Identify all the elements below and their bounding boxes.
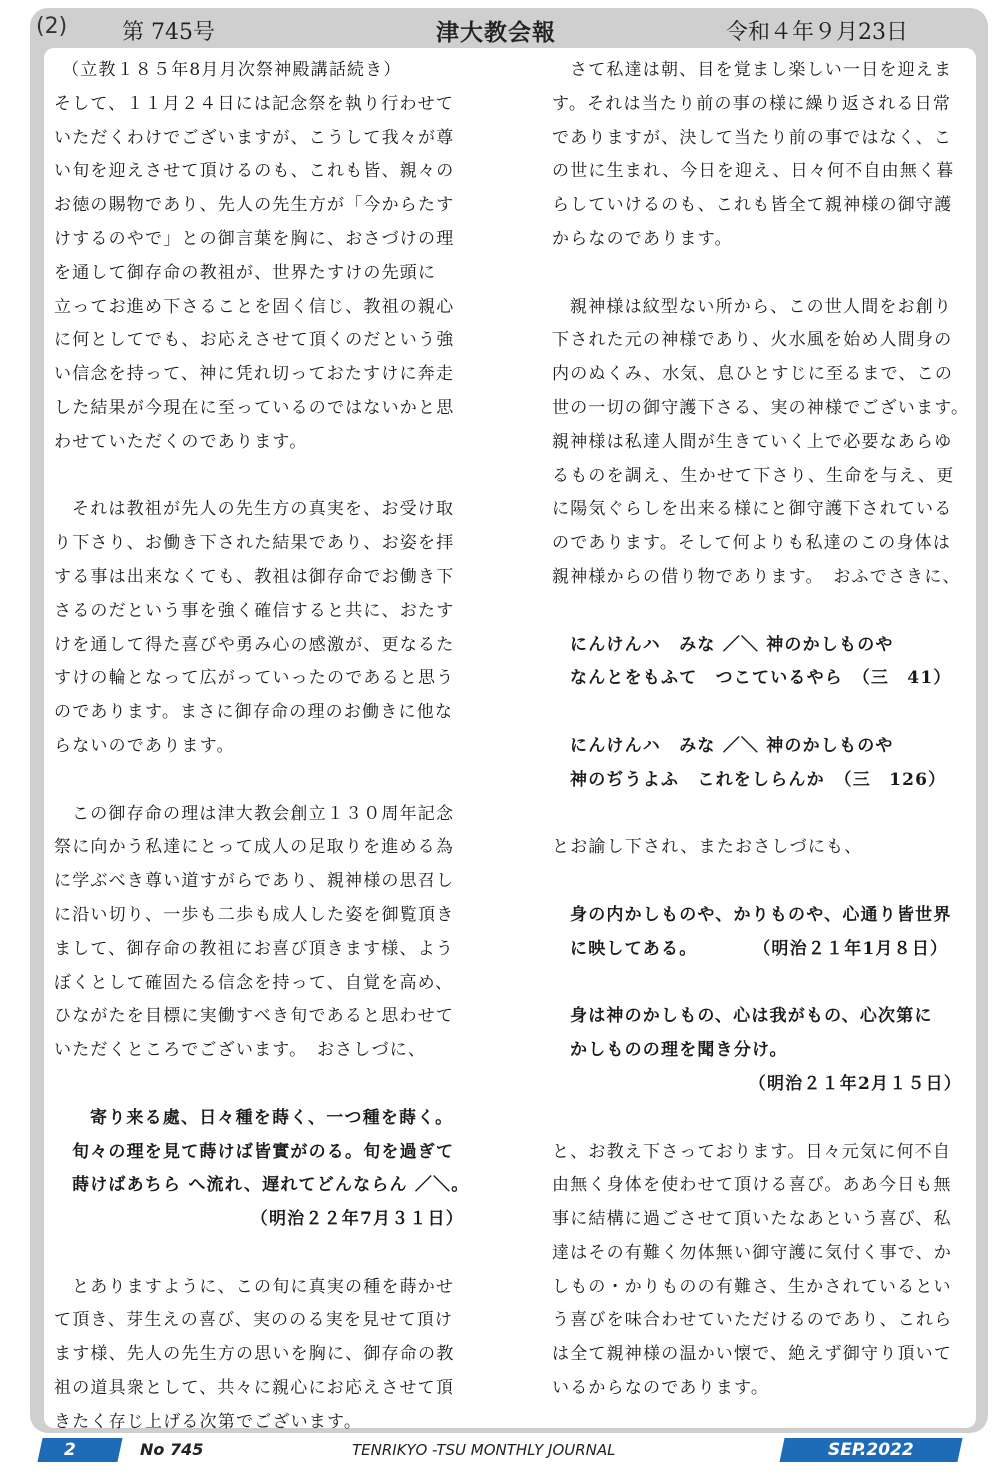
footer-journal-name: TENRIKYO -TSU MONTHLY JOURNAL — [352, 1441, 616, 1459]
text-line: いただくわけでございますが、こうして我々が尊 — [54, 127, 455, 148]
text-line: でありますが、決して当たり前の事ではなく、こ — [552, 127, 953, 148]
osashizu-verse: かしものの理を聞き分け。 — [570, 1040, 788, 1061]
text-line: ぼくとして確固たる信念を持って、自覚を高め、 — [54, 972, 454, 993]
footer-page-number: 2 — [37, 1438, 122, 1462]
issue-date: 令和４年９月23日 — [726, 20, 908, 45]
ofudesaki-verse: にんけんハ みな ／＼ 神のかしものや — [570, 735, 894, 756]
text-line: 事に結構に過ごさせて頂いたなあという喜び、私 — [552, 1209, 952, 1230]
osashizu-citation: （明治２１年2月１５日） — [748, 1073, 962, 1094]
text-line: のであります。まさに御存命の理のお働きに他な — [54, 702, 454, 723]
text-line: を通して御存命の教祖が、世界たすけの先頭に — [54, 262, 437, 283]
ofudesaki-verse: 神のぢうよふ これをしらんか （三 126） — [570, 769, 947, 790]
text-line: に陽気ぐらしを出来る様にと御守護下されている — [552, 499, 953, 520]
osashizu-verse: 旬々の理を見て蒔けば皆實がのる。旬を過ぎて — [72, 1141, 455, 1162]
footer-issue-number: No 745 — [140, 1440, 204, 1459]
text-line: て頂き、芽生えの喜び、実ののる実を見せて頂け — [54, 1310, 454, 1331]
text-line: した結果が今現在に至っているのではないかと思 — [54, 397, 455, 418]
text-line: まして、御存命の教祖にお喜び頂きます様、よう — [54, 938, 455, 959]
text-line: らないのであります。 — [54, 735, 235, 756]
text-line: お徳の賜物であり、先人の先生方が「今からたす — [54, 195, 455, 216]
text-line: 祖の道具衆として、共々に親心にお応えさせて頂 — [54, 1378, 455, 1399]
text-line: う喜びを味合わせていただけるのであり、これら — [552, 1310, 953, 1331]
text-line: 親神様は私達人間が生きていく上で必要なあらゆ — [552, 431, 953, 452]
text-line: それは教祖が先人の先生方の真実を、お受け取 — [72, 499, 455, 520]
footer — [40, 1436, 990, 1466]
text-line: い旬を迎えさせて頂けるのも、これも皆、親々の — [54, 161, 455, 182]
text-line: す。それは当たり前の事の様に繰り返される日常 — [552, 93, 952, 114]
header — [100, 10, 980, 50]
text-line: この御存命の理は津大教会創立１３０周年記念 — [72, 803, 455, 824]
text-line: に学ぶべき尊い道すがらであり、親神様の思召し — [54, 871, 455, 892]
text-line: とお諭し下され、またおさしづにも、 — [552, 837, 863, 858]
text-line: いただくところでございます。 おさしづに、 — [54, 1040, 427, 1061]
text-line: と、お教え下さっております。日々元気に何不自 — [552, 1141, 952, 1162]
text-line: ます様、先人の先生方の思いを胸に、御存命の教 — [54, 1344, 455, 1365]
text-line: とありますように、この旬に真実の種を蒔かせ — [72, 1276, 455, 1297]
osashizu-citation: （明治２２年7月３１日） — [250, 1209, 464, 1230]
page-marker: (2) — [36, 14, 68, 39]
text-line: 立ってお進め下さることを固く信じ、教祖の親心 — [54, 296, 455, 317]
text-line: いるからなのであります。 — [552, 1378, 770, 1399]
text-line: 下された元の神様であり、火水風を始め人間身の — [552, 330, 953, 351]
text-line: に何としてでも、お応えさせて頂くのだという強 — [54, 330, 455, 351]
right-column — [552, 54, 972, 1406]
text-line: い信念を持って、神に凭れ切っておたすけに奔走 — [54, 364, 455, 385]
osashizu-verse: 蒔けばあちら へ流れ、遅れてどんならん ／＼。 — [72, 1175, 470, 1196]
text-line: 祭に向かう私達にとって成人の足取りを進める為 — [54, 837, 455, 858]
text-line: すけの輪となって広がっていったのであると思う — [54, 668, 455, 689]
ofudesaki-verse: なんとをもふて つこているやら （三 41） — [570, 668, 952, 689]
left-column — [54, 54, 474, 1440]
text-line: （立教１８５年8月月次祭神殿講話続き） — [62, 60, 402, 80]
text-line: は全て親神様の温かい懐で、絶えず御守り頂いて — [552, 1344, 953, 1365]
osashizu-verse: 身は神のかしもの、心は我がもの、心次第に — [570, 1006, 933, 1027]
text-line: ひながたを目標に実働すべき旬であると思わせて — [54, 1006, 455, 1027]
text-line: 達はその有難く勿体無い御守護に気付く事で、か — [552, 1242, 953, 1263]
text-line: 由無く身体を使わせて頂ける喜び。ああ今日も無 — [552, 1175, 952, 1196]
ofudesaki-verse: にんけんハ みな ／＼ 神のかしものや — [570, 634, 894, 655]
issue-number: 第 745号 — [122, 20, 215, 45]
text-line: けするのやで」との御言葉を胸に、おさづけの理 — [54, 228, 455, 249]
text-line: そして、１１月２４日には記念祭を執り行わせて — [54, 93, 455, 114]
text-line: きたく存じ上げる次第でございます。 — [54, 1411, 363, 1432]
osashizu-verse: 寄り来る處、日々種を蒔く、一つ種を蒔く。 — [90, 1107, 454, 1128]
text-line: 世の一切の御守護下さる、実の神様でございます。 — [552, 397, 970, 418]
osashizu-verse: 身の内かしものや、かりものや、心通り皆世界 — [570, 904, 952, 925]
text-line: のであります。そして何よりも私達のこの身体は — [552, 533, 952, 554]
newsletter-title: 津大教会報 — [436, 19, 556, 46]
text-line: るものを調え、生かせて下さり、生命を与え、更 — [552, 465, 955, 486]
text-line: しもの・かりものの有難さ、生かされているとい — [552, 1276, 952, 1297]
content-area — [44, 48, 976, 1432]
text-line: の世に生まれ、今日を迎え、日々何不自由無く暮 — [552, 161, 955, 182]
text-line: さるのだという事を強く確信すると共に、おたす — [54, 600, 455, 621]
text-line: わせていただくのであります。 — [54, 431, 308, 452]
text-line: り下さり、お働き下された結果であり、お姿を拝 — [54, 533, 455, 554]
osashizu-verse: に映してある。 （明治２１年1月８日） — [570, 938, 949, 959]
text-line: けを通して得た喜びや勇み心の感激が、更なるた — [54, 634, 455, 655]
text-line: 親神様は紋型ない所から、この世人間をお創り — [570, 296, 953, 317]
text-line: からなのであります。 — [552, 228, 733, 249]
text-line: 内のぬくみ、水気、息ひとすじに至るまで、この — [552, 364, 954, 385]
footer-date: SEP.2022 — [779, 1438, 962, 1462]
text-line: に沿い切り、一歩も二歩も成人した姿を御覧頂き — [54, 904, 455, 925]
text-line: する事は出来なくても、教祖は御存命でお働き下 — [54, 566, 455, 587]
text-line: らしていけるのも、これも皆全て親神様の御守護 — [552, 195, 953, 216]
text-line: さて私達は朝、目を覚まし楽しい一日を迎えま — [570, 60, 953, 80]
text-line: 親神様からの借り物であります。 おふでさきに、 — [552, 566, 961, 587]
